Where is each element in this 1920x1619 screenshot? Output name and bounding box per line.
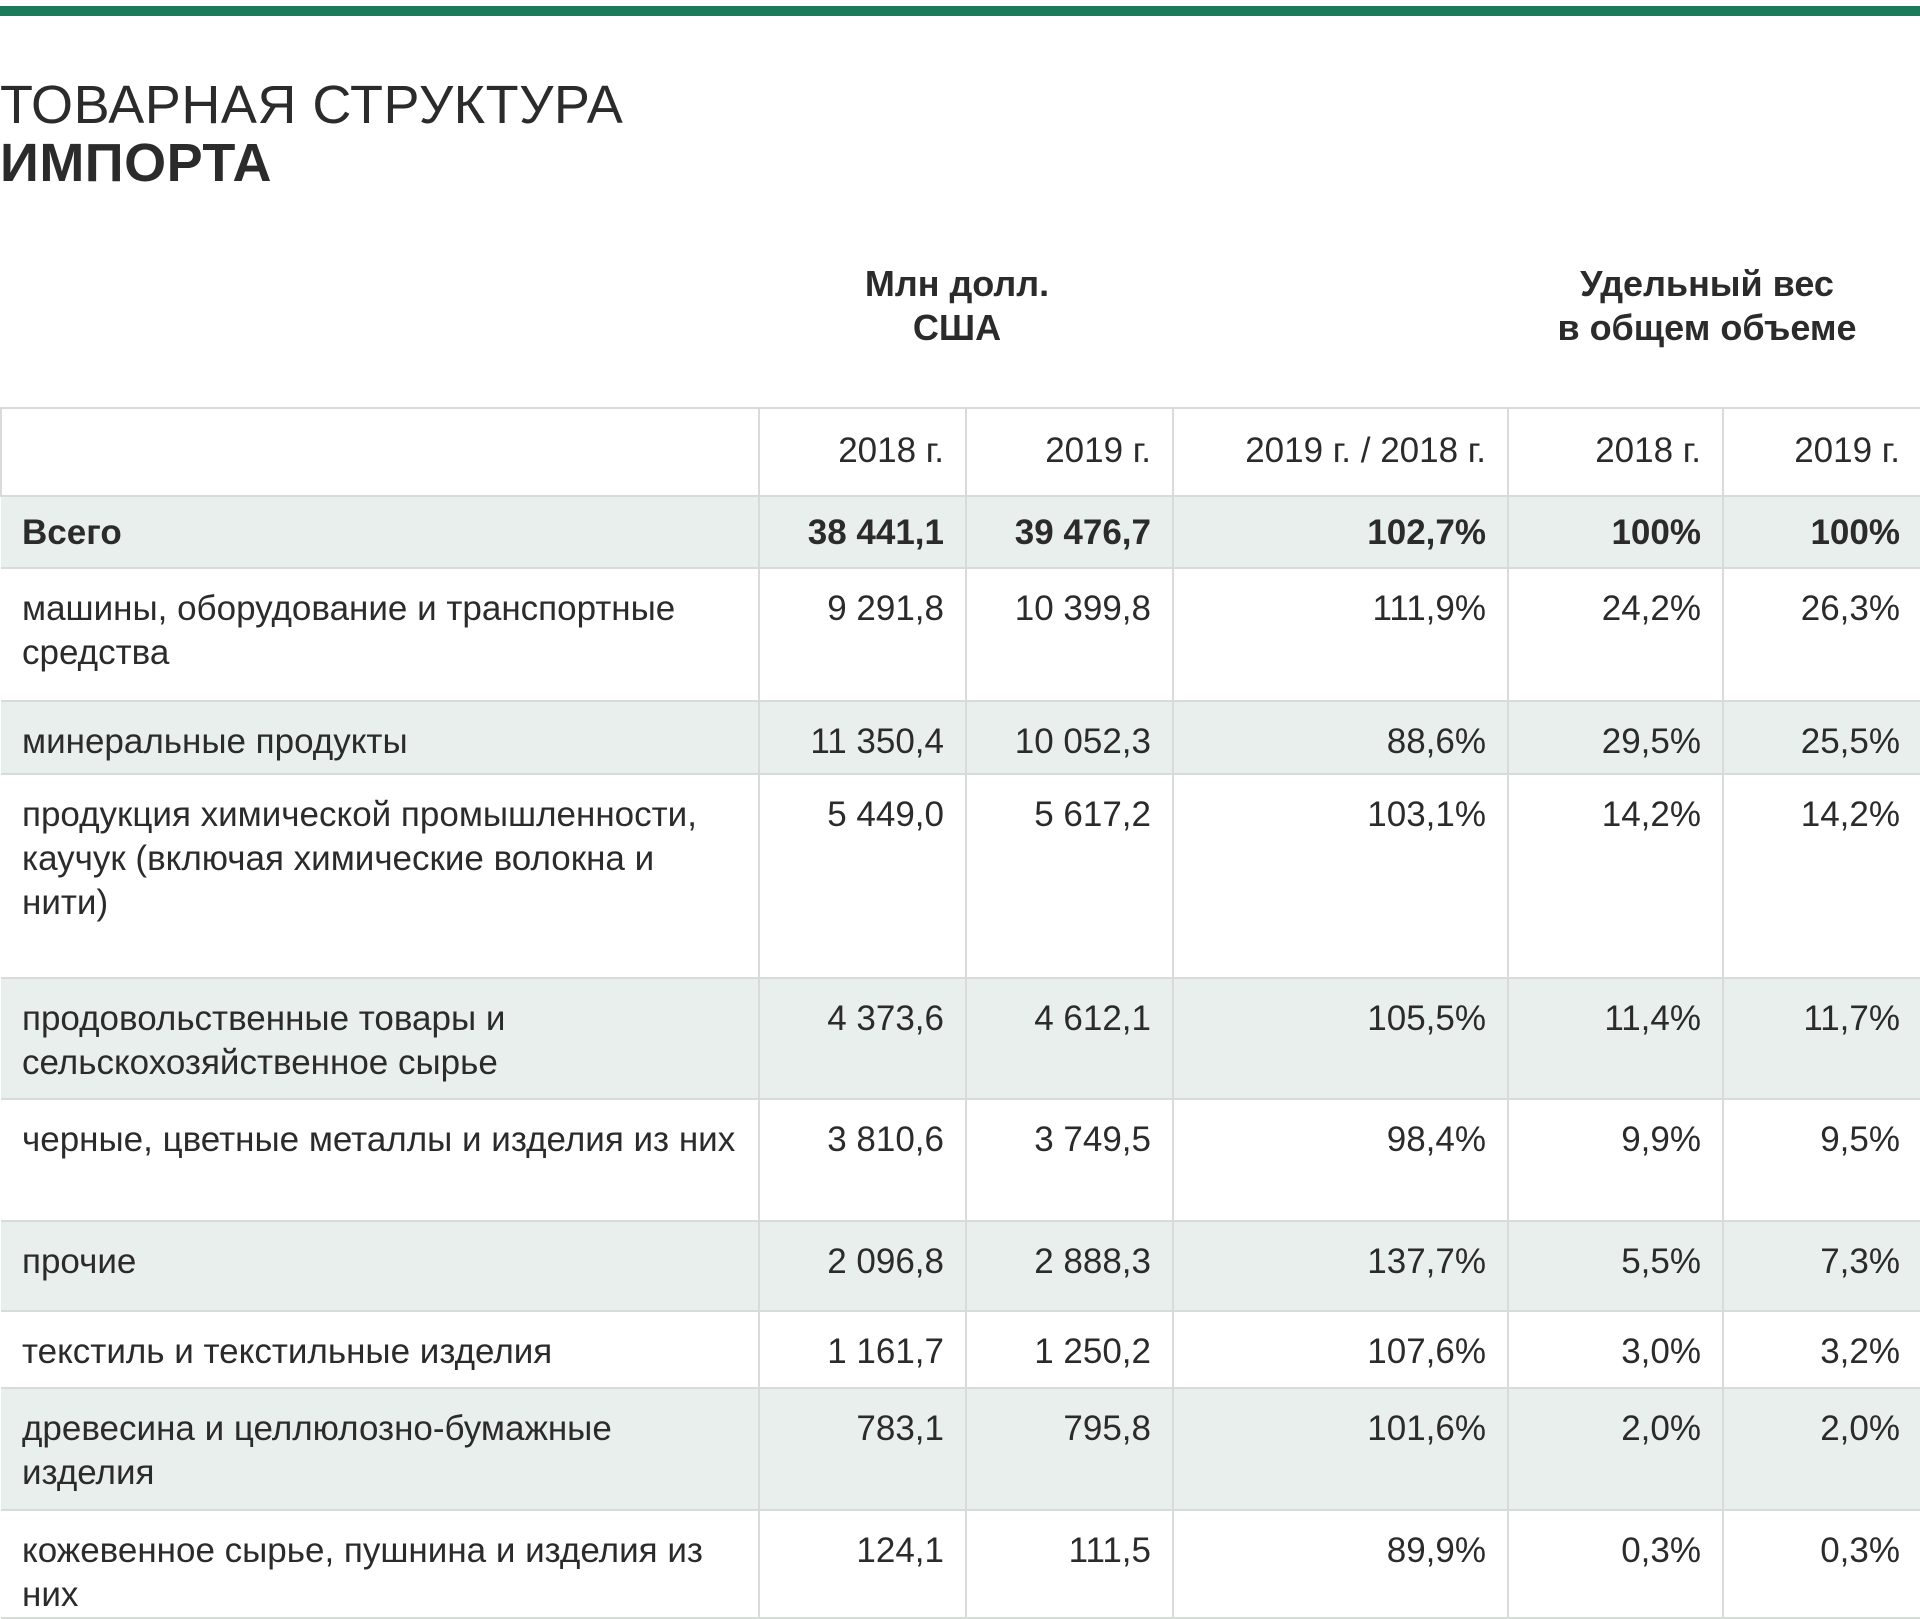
cell-value-2018: 5 449,0 [759,774,966,978]
cell-share-2019: 26,3% [1723,568,1920,701]
cell-value-2018: 124,1 [759,1510,966,1618]
cell-value-2018: 38 441,1 [759,496,966,568]
group-header-amount [757,262,1157,350]
column-header-share-2018: 2018 г. [1508,408,1723,496]
column-header-name [1,408,759,496]
cell-ratio: 103,1% [1173,774,1508,978]
cell-value-2018: 2 096,8 [759,1221,966,1311]
cell-share-2018: 5,5% [1508,1221,1723,1311]
cell-name: минеральные продукты [1,701,759,774]
cell-share-2019: 7,3% [1723,1221,1920,1311]
cell-value-2019: 795,8 [966,1388,1173,1510]
cell-value-2019: 4 612,1 [966,978,1173,1099]
cell-share-2019: 0,3% [1723,1510,1920,1618]
cell-share-2018: 14,2% [1508,774,1723,978]
cell-name: продовольственные товары и сельскохозяйственное сырье [1,978,759,1099]
cell-ratio: 98,4% [1173,1099,1508,1221]
table-row [1,701,1920,774]
cell-ratio: 102,7% [1173,496,1508,568]
page-title-line1: ТОВАРНАЯ СТРУКТУРА [0,75,624,135]
cell-value-2019: 5 617,2 [966,774,1173,978]
cell-share-2018: 100% [1508,496,1723,568]
cell-value-2018: 11 350,4 [759,701,966,774]
cell-ratio: 137,7% [1173,1221,1508,1311]
cell-ratio: 88,6% [1173,701,1508,774]
cell-share-2018: 29,5% [1508,701,1723,774]
cell-value-2019: 1 250,2 [966,1311,1173,1388]
cell-value-2019: 39 476,7 [966,496,1173,568]
cell-share-2019: 100% [1723,496,1920,568]
cell-value-2019: 10 052,3 [966,701,1173,774]
table-row [1,1221,1920,1311]
cell-share-2019: 14,2% [1723,774,1920,978]
cell-value-2018: 1 161,7 [759,1311,966,1388]
cell-name: черные, цветные металлы и изделия из них [1,1099,759,1221]
cell-share-2018: 9,9% [1508,1099,1723,1221]
cell-share-2018: 2,0% [1508,1388,1723,1510]
cell-name: древесина и целлюлозно-бумажные изделия [1,1388,759,1510]
cell-name: кожевенное сырье, пушнина и изделия из них [1,1510,759,1618]
table-row [1,1388,1920,1510]
cell-value-2018: 3 810,6 [759,1099,966,1221]
cell-share-2018: 11,4% [1508,978,1723,1099]
cell-share-2018: 24,2% [1508,568,1723,701]
cell-name: машины, оборудование и транспортные средства [1,568,759,701]
top-accent-bar [0,6,1920,16]
group-header-share [1507,262,1907,350]
cell-ratio: 111,9% [1173,568,1508,701]
cell-name: продукция химической промышленности, каучук (включая химические волокна и нити) [1,774,759,978]
cell-value-2018: 4 373,6 [759,978,966,1099]
group-header-amount-line2: США [912,307,1002,348]
table-row [1,774,1920,978]
group-header-share-line1: Удельный вес [1580,263,1834,304]
cell-share-2019: 3,2% [1723,1311,1920,1388]
cell-value-2019: 111,5 [966,1510,1173,1618]
column-header-2019: 2019 г. [966,408,1173,496]
cell-ratio: 89,9% [1173,1510,1508,1618]
column-header-share-2019: 2019 г. [1723,408,1920,496]
cell-ratio: 101,6% [1173,1388,1508,1510]
table-header-row [1,408,1920,496]
cell-value-2018: 9 291,8 [759,568,966,701]
cell-value-2019: 2 888,3 [966,1221,1173,1311]
cell-name: прочие [1,1221,759,1311]
cell-share-2019: 9,5% [1723,1099,1920,1221]
group-header-amount-line1: Млн долл. [864,263,1050,304]
page-title-line2: ИМПОРТА [0,133,272,193]
cell-value-2019: 10 399,8 [966,568,1173,701]
cell-share-2018: 3,0% [1508,1311,1723,1388]
group-header-share-line2: в общем объеме [1557,307,1857,348]
table-row [1,1311,1920,1388]
cell-value-2018: 783,1 [759,1388,966,1510]
cell-share-2019: 25,5% [1723,701,1920,774]
cell-share-2019: 2,0% [1723,1388,1920,1510]
table-row [1,978,1920,1099]
cell-ratio: 107,6% [1173,1311,1508,1388]
table-row [1,1510,1920,1618]
cell-value-2019: 3 749,5 [966,1099,1173,1221]
column-header-ratio: 2019 г. / 2018 г. [1173,408,1508,496]
cell-ratio: 105,5% [1173,978,1508,1099]
cell-share-2019: 11,7% [1723,978,1920,1099]
import-structure-table [0,407,1920,1619]
column-header-2018: 2018 г. [759,408,966,496]
table-row [1,1099,1920,1221]
table-row [1,568,1920,701]
page-title [0,76,623,192]
table-row-total [1,496,1920,568]
cell-name: текстиль и текстильные изделия [1,1311,759,1388]
cell-name: Всего [1,496,759,568]
cell-share-2018: 0,3% [1508,1510,1723,1618]
